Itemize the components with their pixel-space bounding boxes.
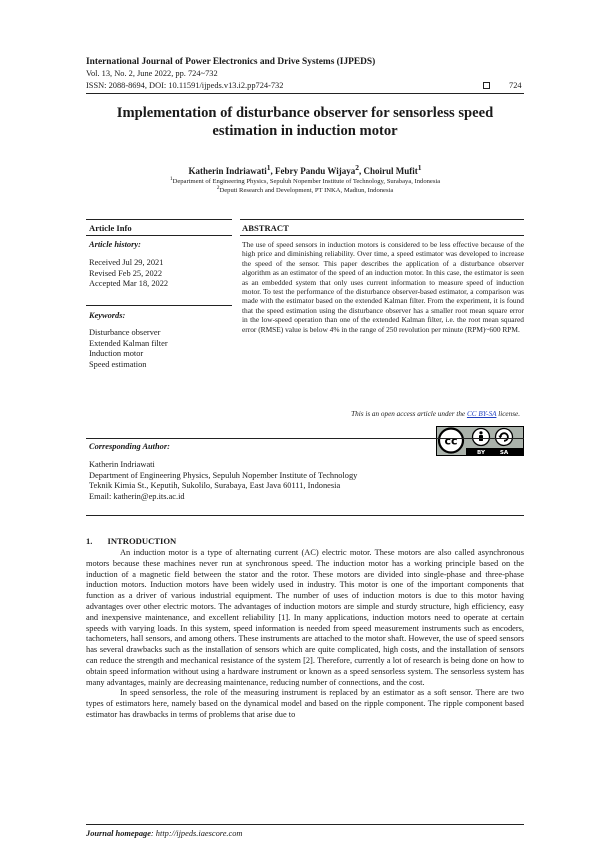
footer-rule: [86, 824, 524, 825]
page-box-icon: [483, 82, 490, 89]
article-history: [89, 258, 168, 290]
affiliation-2: [86, 185, 524, 194]
history-accepted: Accepted Mar 18, 2022: [89, 279, 169, 289]
article-info-rule: [86, 235, 232, 236]
corresponding-email: Email: katherin@ep.its.ac.id: [89, 491, 185, 501]
intro-paragraph: An induction motor is a type of alternating current (AC) electric motor. These motors are also called asynchronous motors because these machines never run at synchronous speed. The induction motor has a working principle based on the induction of a magnetic field between the stator and the rotor. These motors are divided into single-phase and three-phase induction motors. Induction motors have been widely used in industry. This motor is one of the important components that function as a driver of various industrial equipment. The number of uses of induction motors is due to this motor having advantages over other electric motors. The advantages of induction motors are simple and sturdy structure, high efficiency, easy and inexpensive maintenance, and excellent reliability [1]. In many applications, induction motors need to operate at certain speeds with varying loads. In this system, speed information is needed from speed measurement instruments such as encoders, tachometers, hall sensors, and among others. These instruments are attached to the motor shaft. However, the use of speed sensors has several drawbacks such as the installation of sensors which are quite complicated, high costs, and the installation of sensors can reduce the strength and mechanical resistance of the system [2]. Therefore, currently a lot of research is being done on how to obtain speed information without using a hardware instrument or known as a speed sensorless system. The sensorless system has many advantages, mainly are decreasing maintenance, reducing number of connections, and the cost.: [86, 548, 524, 687]
corresponding-details: [89, 460, 357, 502]
author-sup: 1: [266, 163, 271, 172]
homepage-label: Journal homepage: [86, 829, 151, 838]
abstract-top-rule: [240, 219, 524, 220]
paper-title: Implementation of disturbance observer for sensorless speed estimation in induction motor: [116, 105, 494, 139]
keyword-item: Speed estimation: [89, 359, 147, 369]
introduction-heading: 1. INTRODUCTION: [86, 536, 177, 546]
by-label: BY: [476, 450, 486, 456]
license-statement: [242, 410, 520, 418]
introduction-body: [86, 548, 524, 721]
volume-info: Vol. 13, No. 2, June 2022, pp. 724~732: [86, 69, 218, 78]
corresponding-name: Katherin Indriawati: [89, 460, 155, 469]
license-prefix: This is an open access article under the: [351, 410, 467, 418]
abstract-rule: [240, 235, 524, 236]
affiliation-sup: 2: [216, 185, 220, 191]
corresponding-label: Corresponding Author:: [89, 442, 170, 451]
corresponding-address: Teknik Kimia St., Keputih, Sukolilo, Surabaya, East Java 60111, Indonesia: [89, 481, 341, 491]
keyword-item: Extended Kalman filter: [89, 338, 168, 348]
keywords-label: Keywords:: [89, 311, 126, 320]
homepage-url[interactable]: : http://ijpeds.iaescore.com: [150, 829, 243, 838]
keywords-list: [89, 328, 168, 370]
author-list: Katherin Indriawati$^1$, Febry Pandu Wijaya$^2$, Choirul Mufit$^1$: [188, 163, 422, 176]
article-history-label: Article history:: [89, 240, 141, 249]
license-link[interactable]: CC BY-SA: [466, 410, 497, 418]
keyword-item: Induction motor: [89, 349, 144, 359]
author-name: Choirul Mufit: [363, 166, 418, 176]
journal-name: International Journal of Power Electronics and Drive Systems (IJPEDS): [86, 57, 376, 67]
header-rule: [86, 93, 524, 94]
article-info-heading: Article Info: [89, 223, 132, 233]
affiliation-text: Department of Engineering Physics, Sepuluh Nopember Institute of Technology, Surabaya, Indonesia: [172, 178, 441, 186]
affiliation-1: [86, 176, 524, 185]
corresponding-bottom-rule: [86, 515, 524, 516]
corresponding-department: Department of Engineering Physics, Sepuluh Nopember Institute of Technology: [89, 470, 358, 480]
corresponding-rule: [86, 438, 524, 439]
abstract-text: The use of speed sensors in induction motors is considered to be less effective because of the high price and diminishing reliability. Over time, a speed estimator was developed to increase the speed of the sensor. This paper describes the application of a disturbance observer algorithm as an estimator of the speed of an induction motor. In this case, the estimator is seen as an embedded system that only uses current information to measure speed of induction motor. To test the performance of the disturbance observer-based estimator, a comparison was made with the estimator based on the extended Kalman filter. From the experiment, it is found that the speed estimation using the disturbance observer has a smaller root mean square error in the low-speed operation than one of the extended Kalman filter, i.e. the root mean squared error (RMSE) value is below 4% in the range of 250 revolution per minute (RPM)~600 RPM.: [242, 240, 524, 334]
cc-by-sa-badge-icon[interactable]: [436, 426, 524, 456]
abstract-heading: ABSTRACT: [242, 223, 289, 233]
author-sup: 2: [355, 163, 359, 172]
author-name: Katherin Indriawati: [188, 166, 267, 176]
history-received: Received Jul 29, 2021: [89, 258, 164, 267]
keyword-item: Disturbance observer: [89, 328, 161, 337]
cc-mark: cc: [444, 434, 458, 448]
page-number: 724: [509, 81, 522, 90]
article-info-top-rule: [86, 219, 232, 220]
author-sup: 1: [417, 163, 422, 172]
sa-label: SA: [499, 450, 509, 456]
journal-homepage: [86, 829, 242, 838]
affiliation-sup: 1: [169, 176, 173, 182]
issn-doi: ISSN: 2088-8694, DOI: 10.11591/ijpeds.v13.i2.pp724-732: [86, 81, 284, 90]
keywords-rule: [86, 305, 232, 306]
history-revised: Revised Feb 25, 2022: [89, 268, 163, 278]
intro-paragraph: In speed sensorless, the role of the measuring instrument is replaced by an estimator as a soft sensor. There are two types of estimators here, namely based on the dynamical model and based on the ripple component. The ripple component based estimator has drawbacks in terms of problems that arise due to: [86, 688, 524, 719]
author-name: Febry Pandu Wijaya: [275, 166, 356, 176]
license-suffix: license.: [496, 410, 520, 418]
affiliation-text: Deputi Research and Development, PT INKA, Madiun, Indonesia: [219, 187, 394, 195]
